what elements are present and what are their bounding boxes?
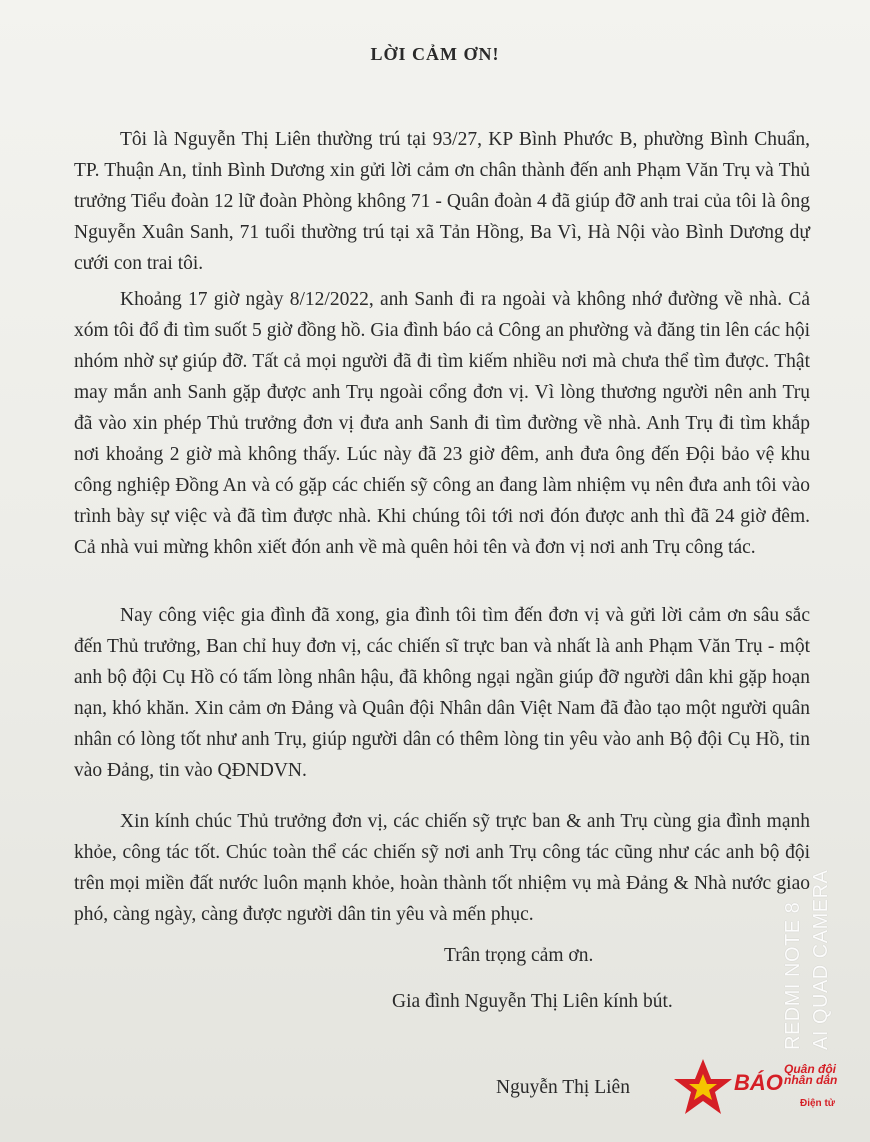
logo-tagline xyxy=(784,1064,837,1086)
paragraph-2: Khoảng 17 giờ ngày 8/12/2022, anh Sanh đi ra ngoài và không nhớ đường về nhà. Cả xóm tôi đổ đi tìm suốt 5 giờ đồng hồ. Gia đình báo cả Công an phường và đăng tin lên các hội nhóm nhờ sự giúp đỡ. Tất cả mọi người đã đi tìm kiếm nhiều nơi mà chưa thể tìm được. Thật may mắn anh Sanh gặp được anh Trụ ngoài cổng đơn vị. Vì lòng thương người nên anh Trụ đã vào xin phép Thủ trưởng đơn vị đưa anh Sanh đi tìm đường về nhà. Anh Trụ đi tìm khắp nơi khoảng 2 giờ mà không thấy. Lúc này đã 23 giờ đêm, anh đưa ông đến Đội bảo vệ khu công nghiệp Đồng An và có gặp các chiến sỹ công an đang làm nhiệm vụ nên đưa anh tôi vào trình bày sự việc và đã tìm được nhà. Khi chúng tôi tới nơi đón được anh thì đã 24 giờ đêm. Cả nhà vui mừng khôn xiết đón anh về mà quên hỏi tên và đơn vị nơi anh Trụ công tác. xyxy=(74,289,810,558)
signoff-line: Gia đình Nguyễn Thị Liên kính bút. xyxy=(392,991,673,1012)
logo-tagline-2: nhân dân xyxy=(784,1073,838,1087)
paragraph-3: Nay công việc gia đình đã xong, gia đình tôi tìm đến đơn vị và gửi lời cảm ơn sâu sắc đến Thủ trưởng, Ban chỉ huy đơn vị, các chiến sĩ trực ban và nhất là anh Phạm Văn Trụ - một anh bộ đội Cụ Hồ có tấm lòng nhân hậu, đã không ngại ngần giúp đỡ người dân khi gặp hoạn nạn, khó khăn. Xin cảm ơn Đảng và Quân đội Nhân dân Việt Nam đã đào tạo một người quân nhân có lòng tốt như anh Trụ, giúp người dân có thêm lòng tin yêu vào anh Bộ đội Cụ Hồ, tin vào Đảng, tin vào QĐNDVN. xyxy=(74,605,810,781)
closing-line: Trân trọng cảm ơn. xyxy=(444,945,594,966)
logo-tagline-3: Điện tử xyxy=(800,1098,836,1109)
camera-watermark-model: REDMI NOTE 8 xyxy=(782,901,804,1050)
logo-tagline-1: Quân đội xyxy=(784,1062,836,1076)
logo-brand: BÁO xyxy=(734,1070,783,1095)
paragraph-4: Xin kính chúc Thủ trưởng đơn vị, các chiến sỹ trực ban & anh Trụ cùng gia đình mạnh khỏe, công tác tốt. Chúc toàn thể các chiến sỹ nơi anh Trụ công tác cũng như các anh bộ đội trên mọi miền đất nước luôn mạnh khỏe, hoàn thành tốt nhiệm vụ mà Đảng & Nhà nước giao phó, càng ngày, càng được người dân tin yêu và mến phục. xyxy=(74,811,810,925)
letter-title: LỜI CẢM ƠN! xyxy=(370,44,500,64)
signer-name: Nguyễn Thị Liên xyxy=(496,1077,630,1098)
star-icon xyxy=(672,1056,734,1118)
camera-watermark xyxy=(770,869,870,1050)
newspaper-logo xyxy=(672,1056,862,1126)
camera-watermark-camera: AI QUAD CAMERA xyxy=(810,869,832,1050)
paragraph-1: Tôi là Nguyễn Thị Liên thường trú tại 93/27, KP Bình Phước B, phường Bình Chuẩn, TP. Thuận An, tỉnh Bình Dương xin gửi lời cảm ơn chân thành đến anh Phạm Văn Trụ và Thủ trưởng Tiểu đoàn 12 lữ đoàn Phòng không 71 - Quân đoàn 4 đã giúp đỡ anh trai của tôi là ông Nguyễn Xuân Sanh, 71 tuổi thường trú tại xã Tản Hồng, Ba Vì, Hà Nội vào Bình Dương dự cưới con trai tôi. xyxy=(74,129,810,274)
